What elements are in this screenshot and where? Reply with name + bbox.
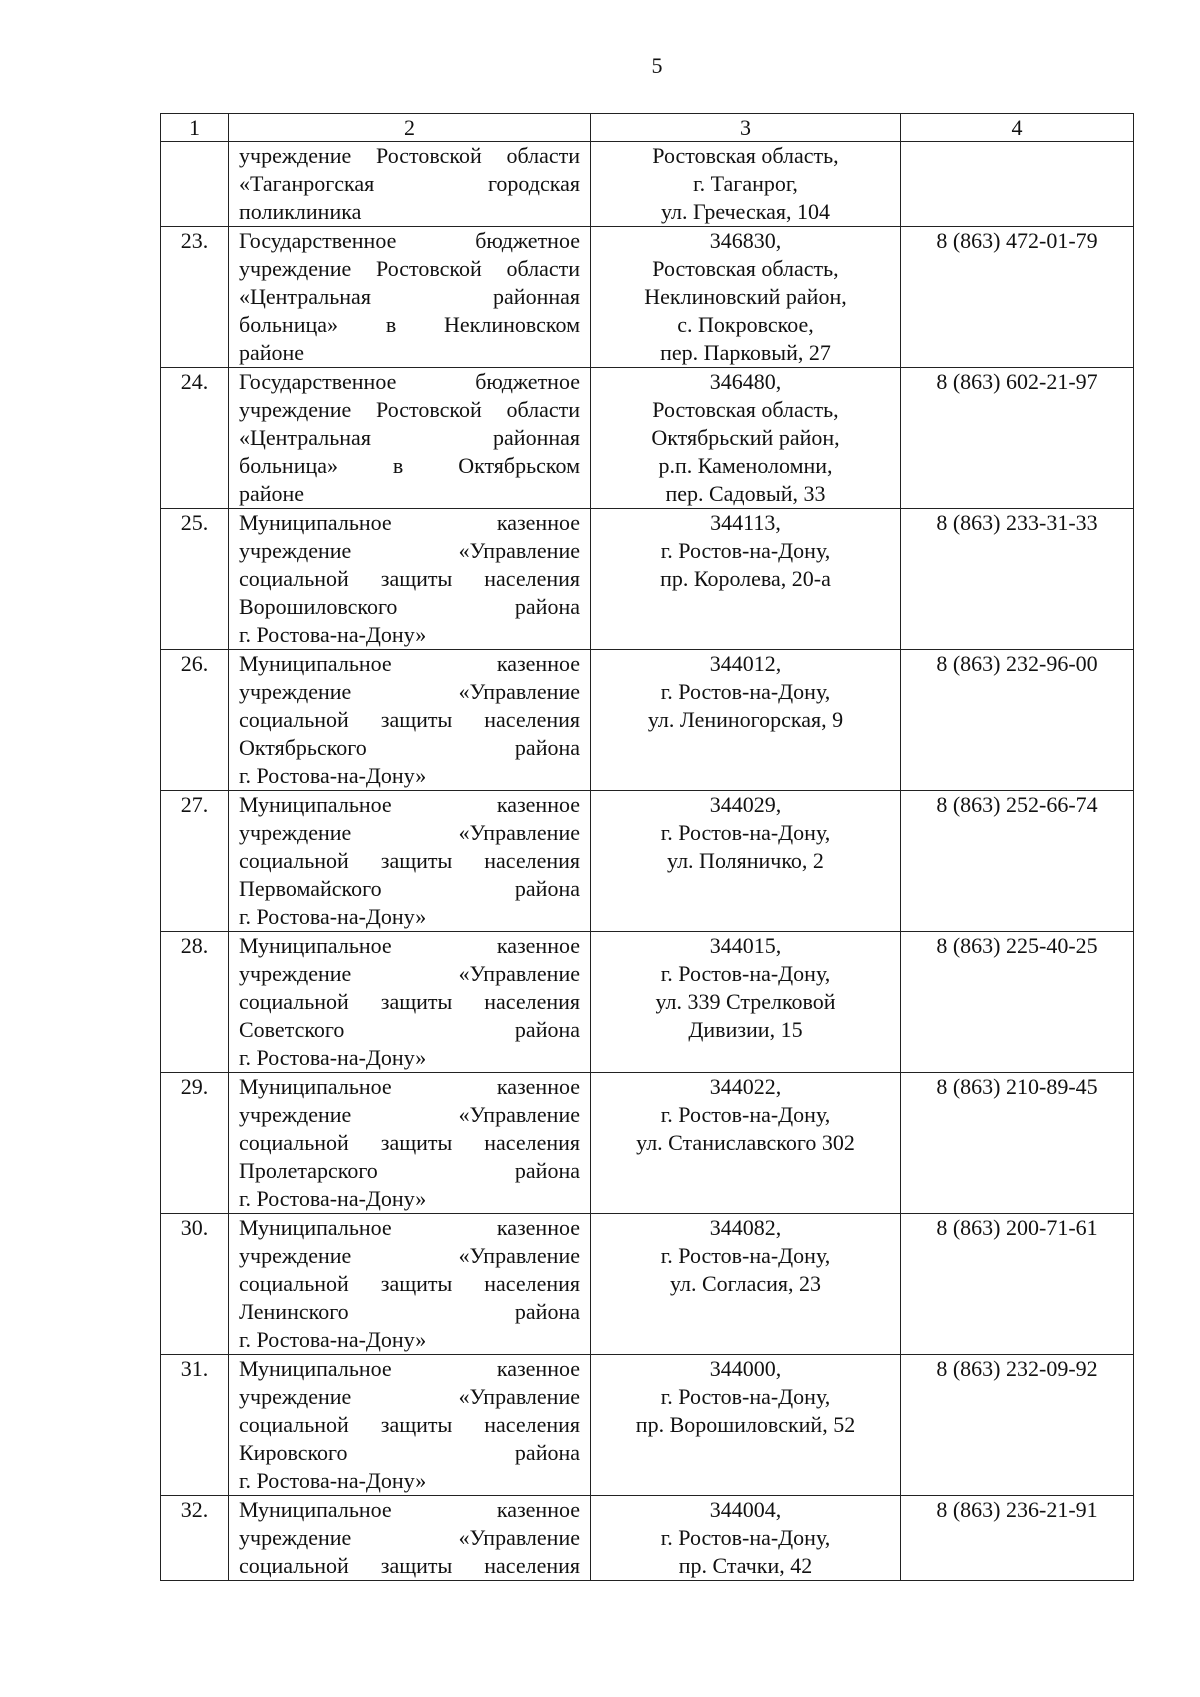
institution-address	[591, 1355, 901, 1496]
header-col-3: 3	[591, 114, 901, 142]
table-row	[161, 227, 1134, 368]
institution-address	[591, 509, 901, 650]
institution-name-line: г. Ростова-на-Дону»	[239, 763, 427, 788]
institution-name-line: районе	[239, 340, 305, 365]
row-number: 31.	[161, 1355, 229, 1496]
row-number: 26.	[161, 650, 229, 791]
address-line: г. Ростов-на-Дону,	[660, 961, 831, 986]
address-line: 344015,	[709, 933, 782, 958]
institution-phone: 8 (863) 232-09-92	[901, 1355, 1134, 1496]
institution-name-line: социальной защиты населения	[239, 989, 580, 1014]
institution-name-line: больница» в Октябрьском	[239, 453, 580, 478]
institution-name-line: социальной защиты населения	[239, 1271, 580, 1296]
institution-name-line: Муниципальное казенное	[239, 792, 580, 817]
table-row	[161, 1214, 1134, 1355]
institution-name	[229, 1496, 591, 1581]
address-line: г. Ростов-на-Дону,	[660, 1102, 831, 1127]
institution-name-line: Первомайского района	[239, 876, 580, 901]
table-row	[161, 368, 1134, 509]
row-number: 30.	[161, 1214, 229, 1355]
row-number: 29.	[161, 1073, 229, 1214]
address-line: Ростовская область,	[652, 397, 839, 422]
institution-name	[229, 650, 591, 791]
institution-name-line: учреждение «Управление	[239, 1243, 580, 1268]
institution-address	[591, 1496, 901, 1581]
address-line: 344029,	[709, 792, 782, 817]
institution-name-line: Советского района	[239, 1017, 580, 1042]
institution-name-line: Ленинского района	[239, 1299, 580, 1324]
header-col-1: 1	[161, 114, 229, 142]
table-row	[161, 1073, 1134, 1214]
institution-name-line: поликлиника	[239, 199, 362, 224]
institution-name-line: г. Ростова-на-Дону»	[239, 622, 427, 647]
institution-name	[229, 1073, 591, 1214]
header-col-2: 2	[229, 114, 591, 142]
institution-phone: 8 (863) 236-21-91	[901, 1496, 1134, 1581]
institution-name-line: учреждение «Управление	[239, 538, 580, 563]
institution-name-line: Пролетарского района	[239, 1158, 580, 1183]
institution-name-line: учреждение «Управление	[239, 679, 580, 704]
table-header	[161, 114, 1134, 142]
address-line: ул. 339 Стрелковой	[655, 989, 836, 1014]
row-number: 25.	[161, 509, 229, 650]
institution-name-line: учреждение Ростовской области	[239, 397, 580, 422]
table-row	[161, 142, 1134, 227]
table-row	[161, 509, 1134, 650]
institution-name-line: социальной защиты населения	[239, 1130, 580, 1155]
institution-name-line: «Центральная районная	[239, 284, 580, 309]
institution-name-line: Муниципальное казенное	[239, 933, 580, 958]
institution-name	[229, 142, 591, 227]
institution-address	[591, 368, 901, 509]
institution-name-line: Ворошиловского района	[239, 594, 580, 619]
institution-address	[591, 650, 901, 791]
address-line: г. Ростов-на-Дону,	[660, 820, 831, 845]
institution-name-line: Муниципальное казенное	[239, 651, 580, 676]
institution-name-line: г. Ростова-на-Дону»	[239, 1327, 427, 1352]
institution-phone: 8 (863) 210-89-45	[901, 1073, 1134, 1214]
institution-name-line: районе	[239, 481, 305, 506]
address-line: Ростовская область,	[652, 143, 839, 168]
address-line: пер. Садовый, 33	[665, 481, 826, 506]
institution-name-line: Муниципальное казенное	[239, 1356, 580, 1381]
institution-name-line: социальной защиты населения	[239, 1553, 580, 1578]
institution-name	[229, 1214, 591, 1355]
institution-phone: 8 (863) 472-01-79	[901, 227, 1134, 368]
institution-phone: 8 (863) 233-31-33	[901, 509, 1134, 650]
row-number: 24.	[161, 368, 229, 509]
address-line: ул. Станиславского 302	[636, 1130, 855, 1155]
institution-name-line: учреждение Ростовской области	[239, 256, 580, 281]
institution-address	[591, 932, 901, 1073]
institution-name-line: учреждение «Управление	[239, 1525, 580, 1550]
institution-name	[229, 368, 591, 509]
address-line: 344012,	[709, 651, 782, 676]
institution-name-line: социальной защиты населения	[239, 707, 580, 732]
table-row	[161, 932, 1134, 1073]
institution-address	[591, 1073, 901, 1214]
address-line: г. Ростов-на-Дону,	[660, 679, 831, 704]
address-line: ул. Поляничко, 2	[667, 848, 824, 873]
institution-address	[591, 1214, 901, 1355]
institution-name-line: учреждение «Управление	[239, 820, 580, 845]
address-line: с. Покровское,	[677, 312, 814, 337]
header-col-4: 4	[901, 114, 1134, 142]
institution-name-line: «Центральная районная	[239, 425, 580, 450]
address-line: 344082,	[709, 1215, 782, 1240]
page-number: 5	[651, 53, 663, 78]
address-line: 346480,	[709, 369, 782, 394]
header-row	[161, 114, 1134, 142]
address-line: ул. Согласия, 23	[670, 1271, 821, 1296]
table-row	[161, 650, 1134, 791]
institution-name-line: учреждение «Управление	[239, 1384, 580, 1409]
institution-address	[591, 791, 901, 932]
institution-phone	[901, 142, 1134, 227]
institution-name-line: Муниципальное казенное	[239, 1074, 580, 1099]
institution-name-line: Государственное бюджетное	[239, 369, 580, 394]
institution-name-line: социальной защиты населения	[239, 848, 580, 873]
row-number: 28.	[161, 932, 229, 1073]
institution-name-line: Муниципальное казенное	[239, 510, 580, 535]
row-number: 27.	[161, 791, 229, 932]
address-line: г. Ростов-на-Дону,	[660, 1525, 831, 1550]
table-row	[161, 1355, 1134, 1496]
institution-phone: 8 (863) 200-71-61	[901, 1214, 1134, 1355]
institution-name-line: учреждение «Управление	[239, 961, 580, 986]
institution-name	[229, 227, 591, 368]
address-line: Ростовская область,	[652, 256, 839, 281]
address-line: ул. Греческая, 104	[661, 199, 830, 224]
address-line: ул. Лениногорская, 9	[647, 707, 844, 732]
address-line: 344113,	[710, 510, 781, 535]
institution-name-line: «Таганрогская городская	[239, 171, 580, 196]
address-line: пр. Стачки, 42	[678, 1553, 813, 1578]
institution-name-line: г. Ростова-на-Дону»	[239, 1468, 427, 1493]
institution-name-line: социальной защиты населения	[239, 1412, 580, 1437]
address-line: р.п. Каменоломни,	[658, 453, 833, 478]
row-number: 32.	[161, 1496, 229, 1581]
institution-address	[591, 227, 901, 368]
address-line: г. Ростов-на-Дону,	[660, 1243, 831, 1268]
row-number: 23.	[161, 227, 229, 368]
institutions-table	[160, 113, 1134, 1581]
address-line: г. Ростов-на-Дону,	[660, 1384, 831, 1409]
address-line: Октябрьский район,	[651, 425, 840, 450]
address-line: пр. Ворошиловский, 52	[635, 1412, 856, 1437]
institution-name-line: учреждение Ростовской области	[239, 143, 580, 168]
institution-phone: 8 (863) 602-21-97	[901, 368, 1134, 509]
institution-address	[591, 142, 901, 227]
address-line: пер. Парковый, 27	[660, 340, 831, 365]
institution-name-line: г. Ростова-на-Дону»	[239, 1045, 427, 1070]
table-body	[161, 142, 1134, 1581]
institution-name-line: больница» в Неклиновском	[239, 312, 580, 337]
institution-name	[229, 932, 591, 1073]
address-line: пр. Королева, 20-а	[660, 566, 831, 591]
institution-name-line: учреждение «Управление	[239, 1102, 580, 1127]
institution-phone: 8 (863) 252-66-74	[901, 791, 1134, 932]
institution-name-line: социальной защиты населения	[239, 566, 580, 591]
institution-phone: 8 (863) 225-40-25	[901, 932, 1134, 1073]
institution-name-line: г. Ростова-на-Дону»	[239, 904, 427, 929]
address-line: 344004,	[709, 1497, 782, 1522]
row-number	[161, 142, 229, 227]
address-line: Неклиновский район,	[644, 284, 847, 309]
address-line: 344022,	[709, 1074, 782, 1099]
institution-phone: 8 (863) 232-96-00	[901, 650, 1134, 791]
institution-name	[229, 1355, 591, 1496]
table-row	[161, 791, 1134, 932]
institution-name-line: Государственное бюджетное	[239, 228, 580, 253]
address-line: г. Ростов-на-Дону,	[660, 538, 831, 563]
institution-name	[229, 791, 591, 932]
institution-name-line: Муниципальное казенное	[239, 1497, 580, 1522]
institution-name-line: г. Ростова-на-Дону»	[239, 1186, 427, 1211]
institution-name-line: Кировского района	[239, 1440, 580, 1465]
institution-name-line: Октябрьского района	[239, 735, 580, 760]
address-line: 344000,	[709, 1356, 782, 1381]
address-line: 346830,	[709, 228, 782, 253]
address-line: Дивизии, 15	[688, 1017, 803, 1042]
institution-name	[229, 509, 591, 650]
table-row	[161, 1496, 1134, 1581]
address-line: г. Таганрог,	[693, 171, 798, 196]
institution-name-line: Муниципальное казенное	[239, 1215, 580, 1240]
